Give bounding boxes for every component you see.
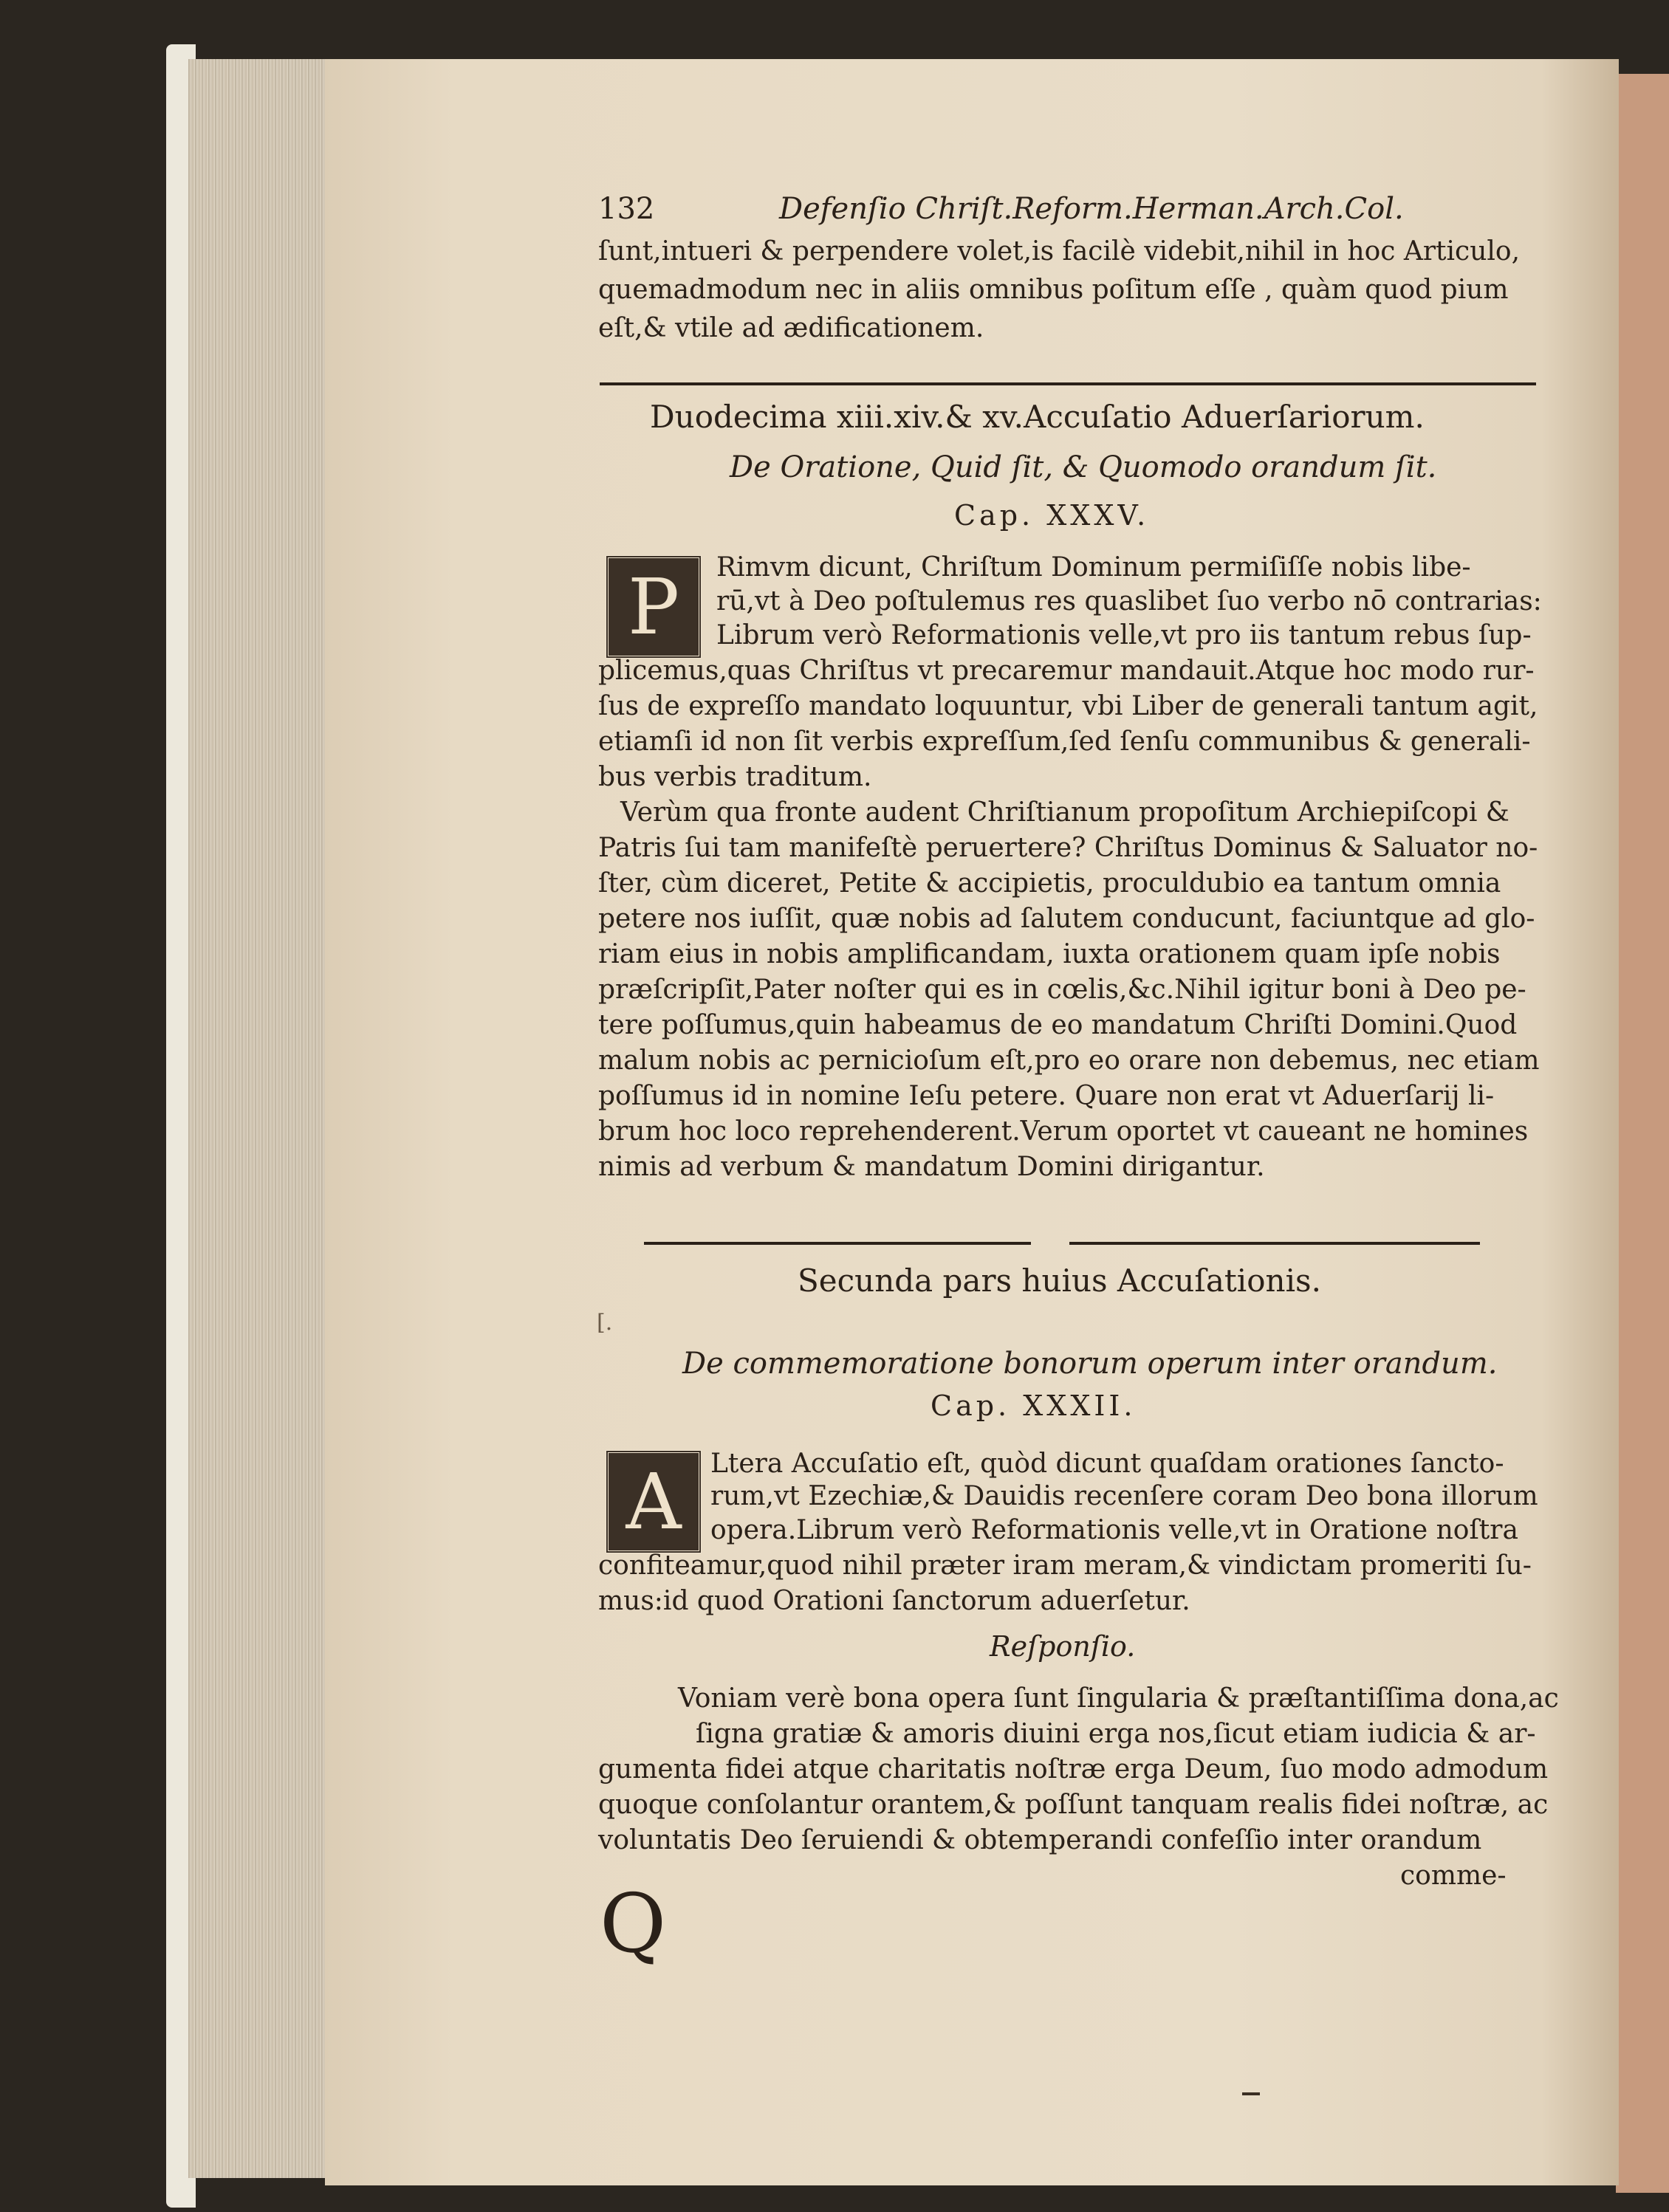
text-line: voluntatis Deo ſeruiendi & obtemperandi confeſſio inter orandum	[598, 1825, 1482, 1855]
text-line: quoque conſolantur orantem,& poſſunt tanquam realis fidei noſtræ, ac	[598, 1790, 1549, 1820]
text-line: riam eius in nobis amplificandam, iuxta orationem quam ipſe nobis	[598, 939, 1501, 969]
footer-mark	[1242, 2092, 1260, 2095]
running-title: Defenſio Chriſt.Reform.Herman.Arch.Col.	[779, 192, 1404, 226]
text-line: poſſumus id in nomine Ieſu petere. Quare non erat vt Aduerſarij li-	[598, 1081, 1495, 1111]
text-line: petere nos iuſſit, quæ nobis ad ſalutem conducunt, faciuntque ad glo-	[598, 904, 1535, 934]
section-subtitle: De Oratione, Quid ſit, & Quomodo orandum ſit.	[730, 450, 1437, 484]
catchword: comme-	[1400, 1861, 1507, 1891]
page-number: 132	[598, 192, 655, 226]
chapter-heading: Cap. XXXV.	[954, 499, 1150, 532]
intro-line: quemadmodum nec in aliis omnibus poſitum eſſe , quàm quod pium	[598, 275, 1509, 305]
text-line: Verùm qua fronte audent Chriſtianum propoſitum Archiepiſcopi &	[620, 797, 1509, 828]
section-subtitle: De commemoratione bonorum operum inter orandum.	[682, 1347, 1498, 1381]
facing-page-edge	[1616, 74, 1669, 2193]
text-line: ſigna gratiæ & amoris diuini erga nos,ſicut etiam iudicia & ar-	[696, 1719, 1536, 1749]
section-rule	[600, 382, 1536, 385]
section-title: Secunda pars huius Accuſationis.	[798, 1263, 1321, 1299]
text-line: præſcripſit,Pater noſter qui es in cœlis,&c.Nihil igitur boni à Deo pe-	[598, 975, 1526, 1005]
text-line: bus verbis traditum.	[598, 762, 872, 792]
text-line: Rimvm dicunt, Chriſtum Dominum permiſiſſe nobis libe-	[716, 552, 1471, 583]
book-page	[325, 59, 1619, 2185]
text-line: ſus de expreſſo mandato loquuntur, vbi Liber de generali tantum agit,	[598, 691, 1538, 721]
text-line: malum nobis ac pernicioſum eſt,pro eo orare non debemus, nec etiam	[598, 1045, 1540, 1076]
text-line: rum,vt Ezechiæ,& Dauidis recenſere coram Deo bona illorum	[710, 1481, 1538, 1511]
text-line: confiteamur,quod nihil præter iram meram,& vindictam promeriti ſu-	[598, 1550, 1532, 1581]
intro-line: ſunt,intueri & perpendere volet,is facilè videbit,nihil in hoc Articulo,	[598, 236, 1521, 267]
text-line: Patris ſui tam manifeſtè peruertere? Chriſtus Dominus & Saluator no-	[598, 833, 1538, 863]
text-line: etiamſi id non ſit verbis expreſſum,ſed ſenſu communibus & generali-	[598, 727, 1531, 757]
text-line: ſter, cùm diceret, Petite & accipietis, proculdubio ea tantum omnia	[598, 868, 1501, 899]
margin-mark: [.	[597, 1310, 613, 1336]
section-title: Duodecima xiii.xiv.& xv.Accuſatio Aduerſariorum.	[650, 399, 1425, 435]
text-line: rū,vt à Deo poſtulemus res quaslibet ſuo verbo nō contrarias:	[716, 586, 1542, 616]
text-line: Ltera Accuſatio eſt, quòd dicunt quaſdam orationes ſancto-	[710, 1449, 1504, 1479]
intro-line: eſt,& vtile ad ædificationem.	[598, 313, 984, 343]
text-line: opera.Librum verò Reformationis velle,vt in Oratione noſtra	[710, 1515, 1518, 1545]
text-line: plicemus,quas Chriſtus vt precaremur mandauit.Atque hoc modo rur-	[598, 656, 1535, 686]
response-heading: Reſponſio.	[990, 1630, 1136, 1663]
text-line: nimis ad verbum & mandatum Domini dirigantur.	[598, 1152, 1265, 1182]
text-line: Voniam verè bona opera ſunt ſingularia & præſtantiſſima dona,ac	[678, 1683, 1559, 1714]
text-line: mus:id quod Orationi ſanctorum aduerſetur.	[598, 1586, 1190, 1616]
section-rule-right	[1069, 1242, 1480, 1245]
text-line: tere poſſumus,quin habeamus de eo mandatum Chriſti Domini.Quod	[598, 1010, 1518, 1040]
section-rule-left	[644, 1242, 1031, 1245]
text-line: Librum verò Reformationis velle,vt pro iis tantum rebus ſup-	[716, 620, 1532, 650]
decorated-initial-a: A	[606, 1450, 702, 1553]
page-edges	[188, 59, 336, 2178]
decorated-initial-p: P	[606, 555, 702, 659]
text-line: gumenta fidei atque charitatis noſtræ erga Deum, ſuo modo admodum	[598, 1754, 1549, 1785]
chapter-heading: Cap. XXXII.	[931, 1390, 1137, 1422]
text-line: brum hoc loco reprehenderent.Verum oportet vt caueant ne homines	[598, 1116, 1529, 1147]
response-initial-q: Q	[600, 1876, 667, 1971]
